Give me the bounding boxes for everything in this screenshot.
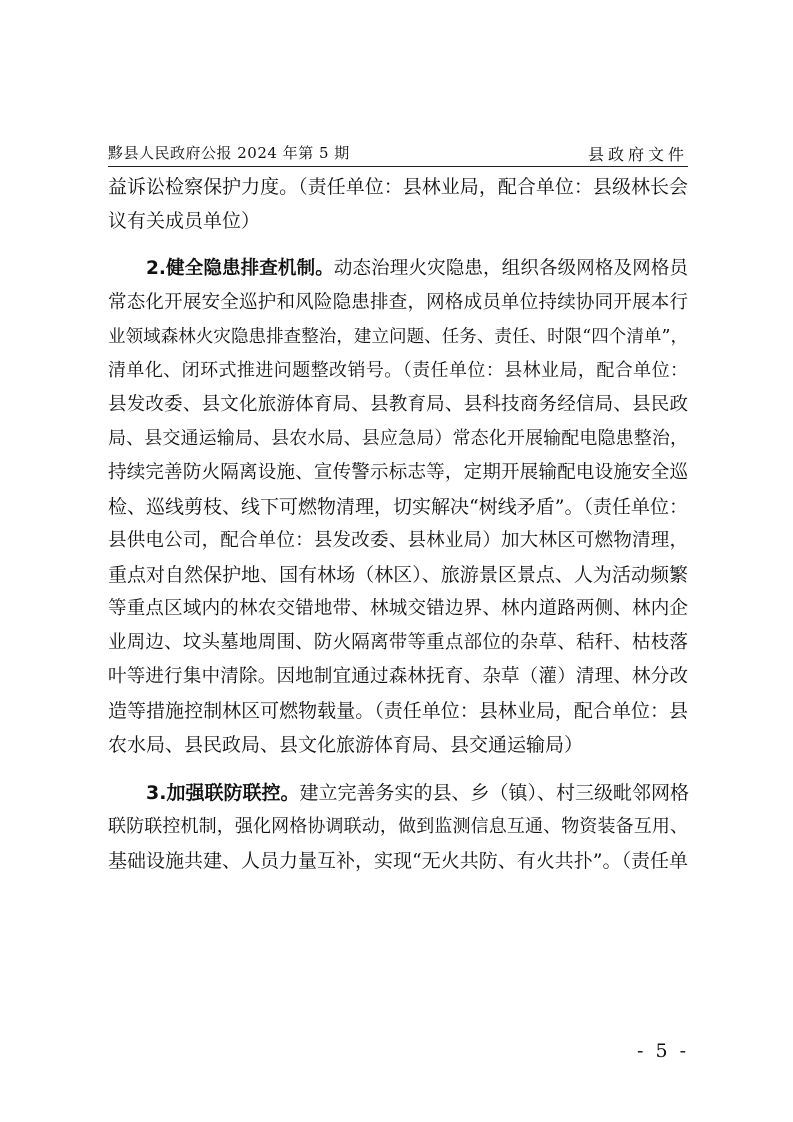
text-line: 县供电公司，配合单位：县发改委、县林业局）加大林区可燃物清理， bbox=[108, 530, 688, 551]
text-line: 县发改委、县文化旅游体育局、县教育局、县科技商务经信局、县民政 bbox=[108, 394, 688, 415]
text-line: 益诉讼检察保护力度。（责任单位：县林业局，配合单位：县级林长会 bbox=[108, 176, 688, 198]
text-line: 造等措施控制林区可燃物载量。（责任单位：县林业局，配合单位：县 bbox=[108, 700, 688, 722]
text-span: 建立完善务实的县、乡（镇）、村三级毗邻网格 bbox=[299, 782, 689, 804]
text-line: 叶等进行集中清除。因地制宜通过森林抚育、杂草（灌）清理、林分改 bbox=[108, 666, 688, 687]
text-line: 清单化、闭环式推进问题整改销号。（责任单位：县林业局，配合单位： bbox=[108, 360, 688, 381]
page-number: - 5 - bbox=[636, 1040, 689, 1062]
text-line: 议有关成员单位） bbox=[108, 210, 261, 232]
text-span: 动态治理火灾隐患，组织各级网格及网格员 bbox=[333, 258, 688, 279]
text-line: 等重点区域内的林农交错地带、林城交错边界、林内道路两侧、林内企 bbox=[108, 598, 688, 619]
text-line: 检、巡线剪枝、线下可燃物清理，切实解决“树线矛盾”。（责任单位： bbox=[108, 496, 688, 518]
text-line: 联防联控机制，强化网格协调联动，做到监测信息互通、物资装备互用、 bbox=[108, 816, 688, 837]
section-heading: 2.健全隐患排查机制。 bbox=[146, 258, 334, 279]
text-line: 基础设施共建、人员力量互补，实现“无火共防、有火共扑”。（责任单 bbox=[108, 850, 688, 872]
paragraph-first-line bbox=[108, 776, 688, 810]
section-heading: 3.加强联防联控。 bbox=[146, 782, 300, 804]
text-line: 业领域森林火灾隐患排查整治，建立问题、任务、责任、时限“四个清单”， bbox=[108, 327, 688, 347]
paragraph-first-line bbox=[108, 252, 688, 286]
section-label: 县政府文件 bbox=[587, 145, 688, 164]
text-line: 持续完善防火隔离设施、宣传警示标志等，定期开展输配电设施安全巡 bbox=[108, 462, 688, 483]
document-body bbox=[108, 170, 688, 878]
text-line: 局、县交通运输局、县农水局、县应急局）常态化开展输配电隐患整治， bbox=[108, 428, 688, 449]
text-line: 农水局、县民政局、县文化旅游体育局、县交通运输局） bbox=[108, 734, 584, 756]
text-line: 业周边、坟头墓地周围、防火隔离带等重点部位的杂草、秸秆、枯枝落 bbox=[108, 632, 688, 653]
bulletin-title: 黟县人民政府公报 2024 年第 5 期 bbox=[108, 144, 350, 162]
page-header bbox=[108, 140, 688, 167]
text-line: 重点对自然保护地、国有林场（林区）、旅游景区景点、人为活动频繁 bbox=[108, 564, 688, 586]
text-line: 常态化开展安全巡护和风险隐患排查，网格成员单位持续协同开展本行 bbox=[108, 292, 688, 313]
